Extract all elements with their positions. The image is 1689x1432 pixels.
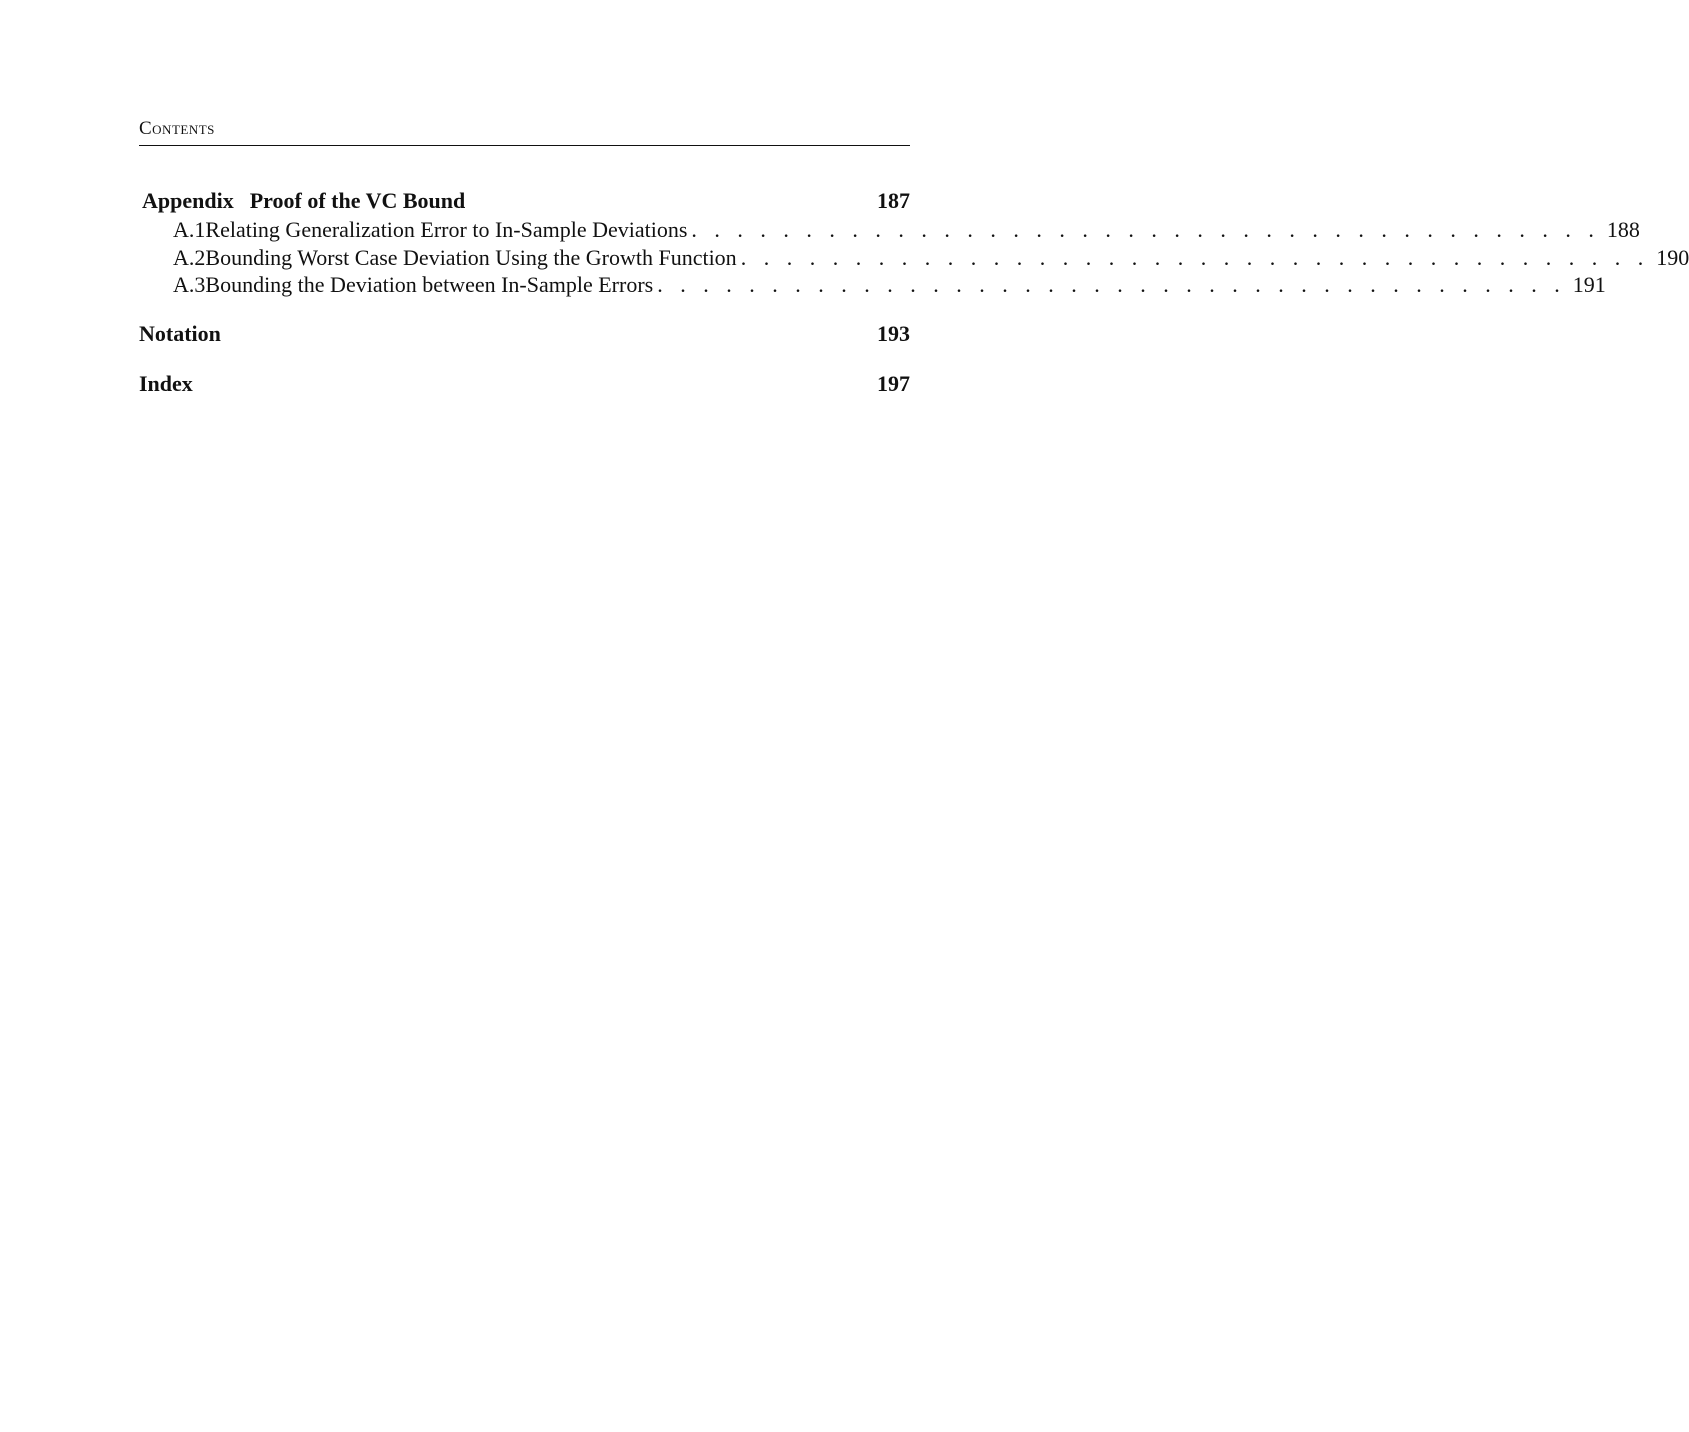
toc-entry-section[interactable] <box>139 271 1606 299</box>
section-title: Relating Generalization Error to In-Sample Deviations <box>205 217 688 242</box>
appendix-label: Appendix <box>142 188 234 213</box>
section-title: Bounding the Deviation between In-Sample Errors <box>205 272 654 297</box>
toc-entry-notation[interactable] <box>139 319 910 349</box>
index-title: Index <box>139 370 193 396</box>
dot-leaders: . . . . . . . . . . . . . . . . . . . . . . . . . . . . . . . . . . . . . . . . <box>691 217 1600 242</box>
running-header <box>139 117 910 146</box>
table-of-contents <box>139 186 1689 399</box>
notation-title: Notation <box>139 320 221 346</box>
toc-entry-section[interactable] <box>139 216 1640 244</box>
toc-entry-appendix[interactable] <box>139 186 910 216</box>
section-title: Bounding Worst Case Deviation Using the Growth Function <box>205 244 737 270</box>
toc-entry-index[interactable] <box>139 369 910 399</box>
toc-entry-section[interactable] <box>139 244 1689 272</box>
section-page-number: 190 <box>1656 244 1689 270</box>
notation-page-number: 193 <box>877 320 910 346</box>
dot-leaders: . . . . . . . . . . . . . . . . . . . . . . . . . . . . . . . . . . . . . . . . <box>740 244 1650 270</box>
section-number: A.1 <box>173 217 206 242</box>
running-header-title: Contents <box>139 118 215 139</box>
section-number: A.2 <box>173 244 206 270</box>
section-page-number: 188 <box>1606 217 1640 242</box>
appendix-title: Proof of the VC Bound <box>249 188 466 213</box>
appendix-page-number: 187 <box>877 188 910 213</box>
section-page-number: 191 <box>1572 272 1606 297</box>
index-page-number: 197 <box>877 370 910 396</box>
section-number: A.3 <box>173 272 206 297</box>
dot-leaders: . . . . . . . . . . . . . . . . . . . . . . . . . . . . . . . . . . . . . . . . <box>657 272 1566 297</box>
